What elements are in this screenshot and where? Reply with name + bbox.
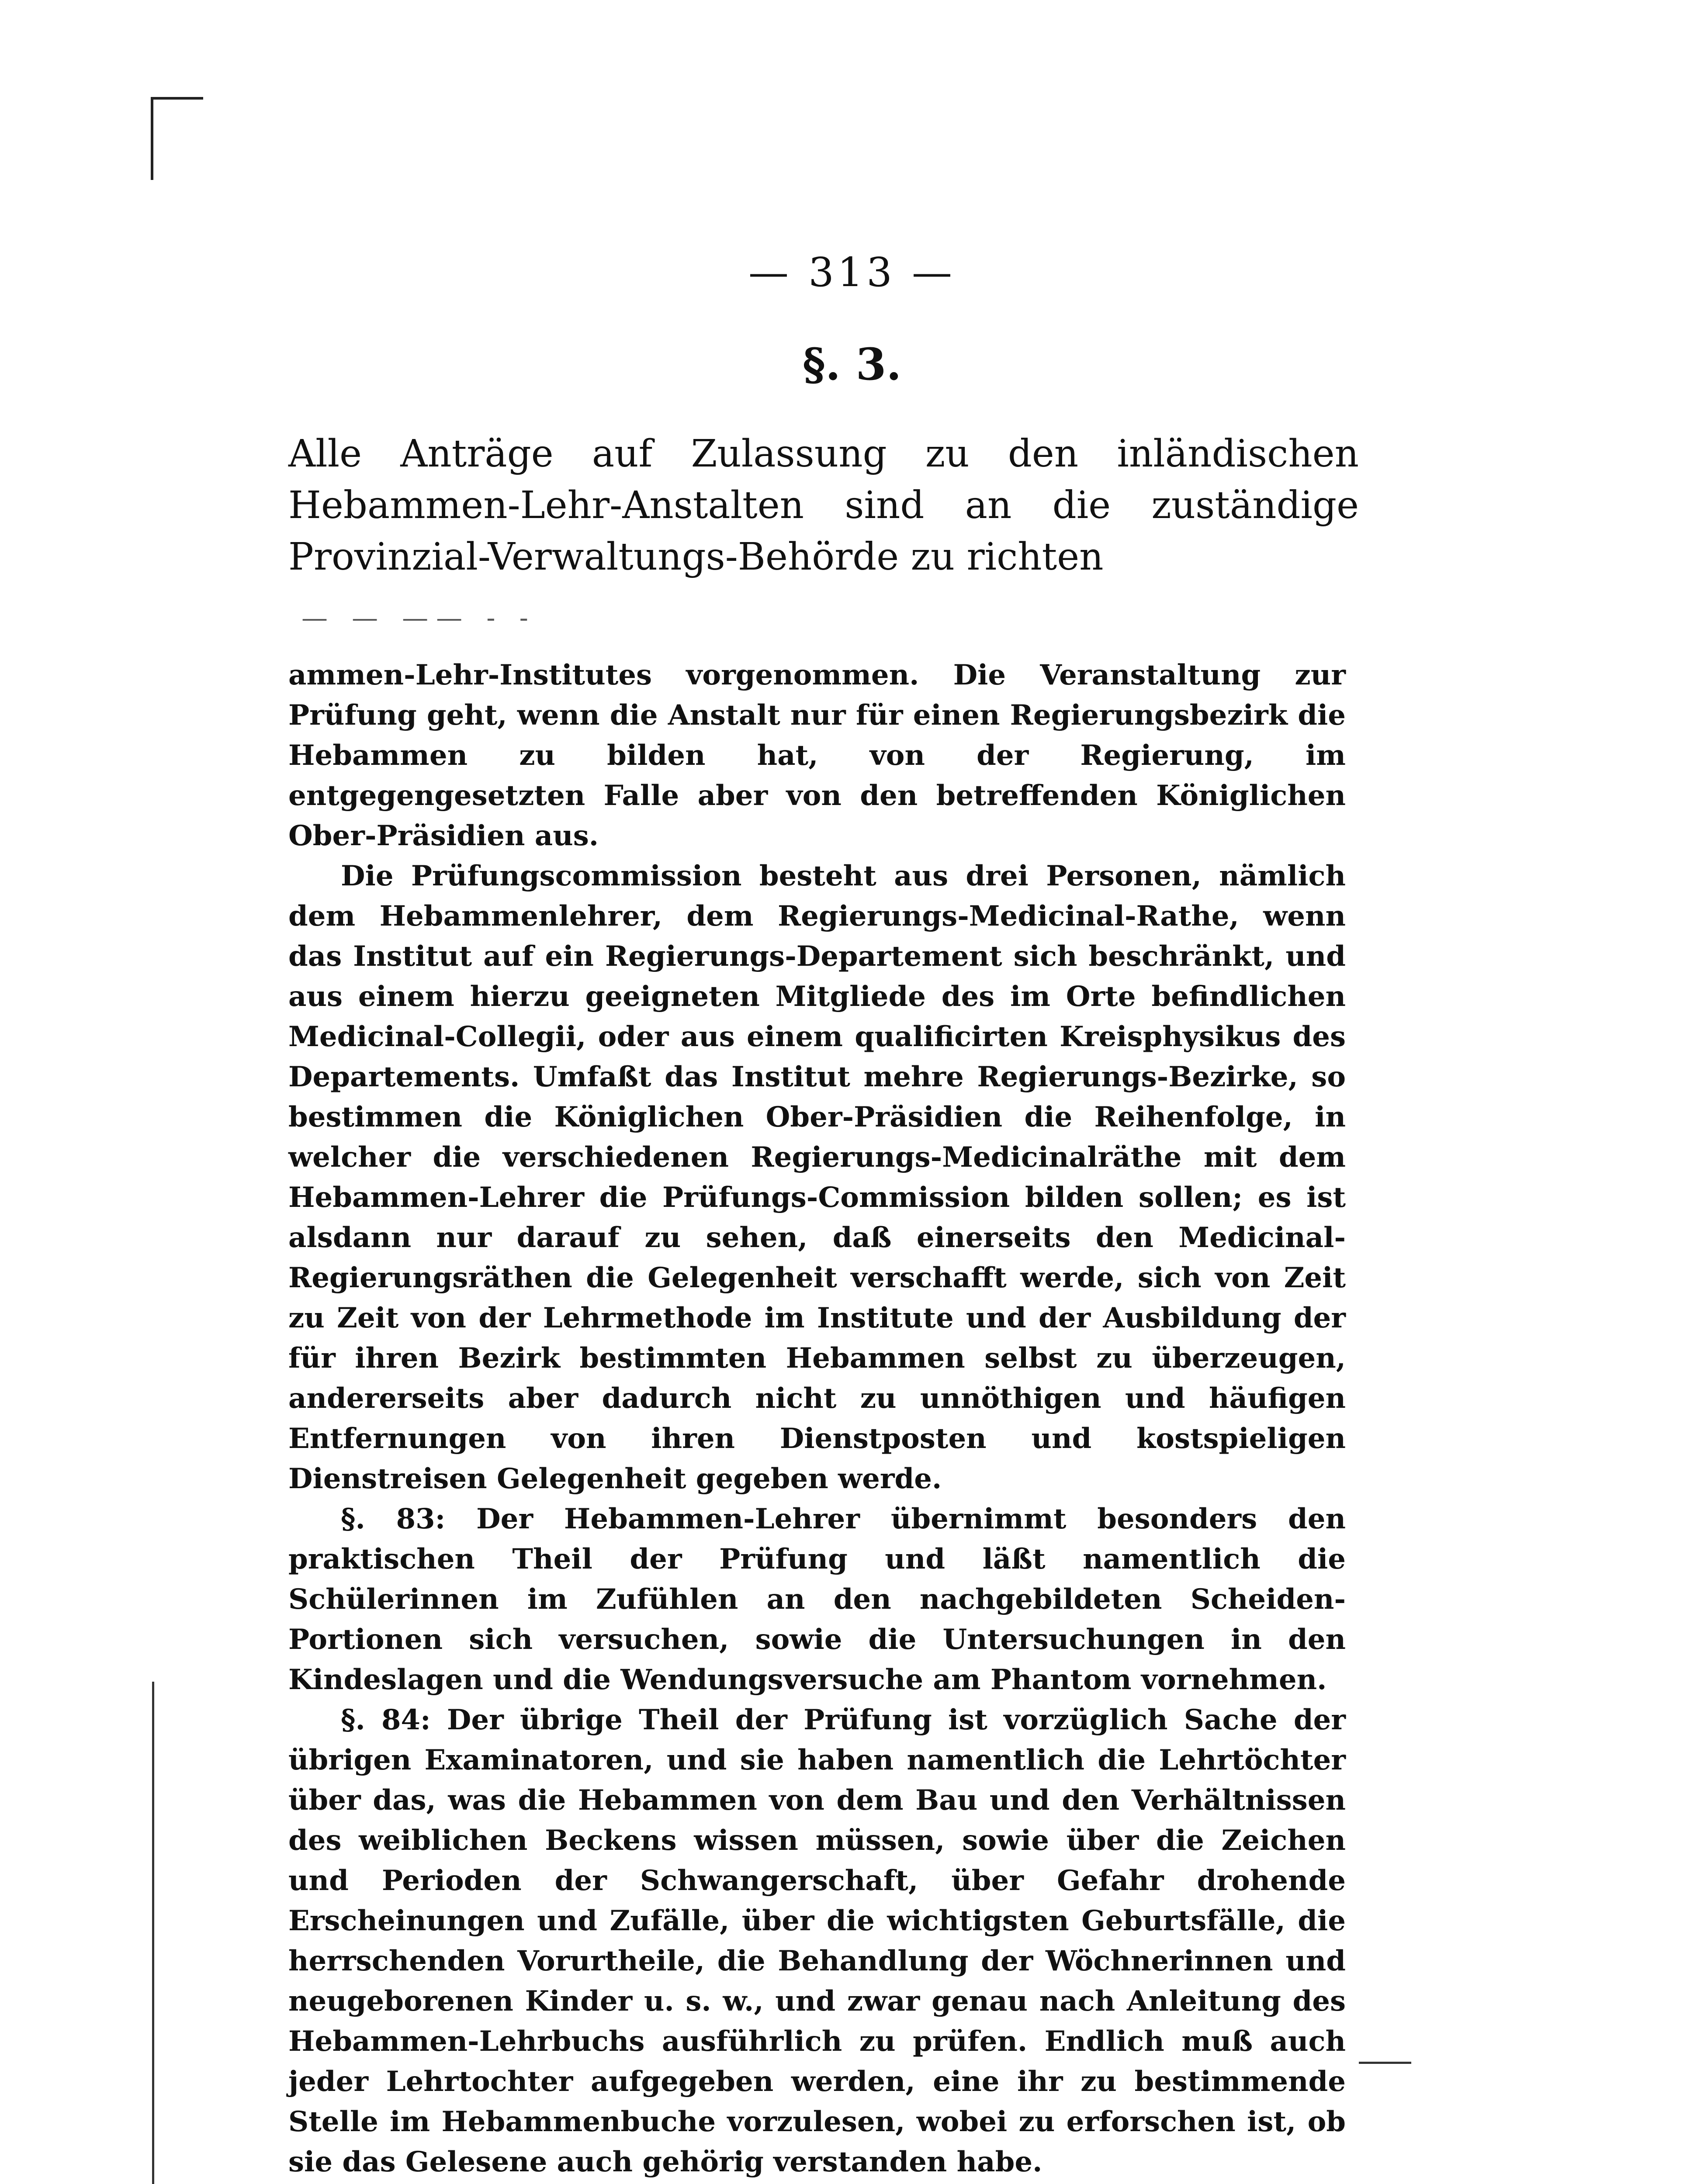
page-number: — 313 — xyxy=(748,249,956,296)
paragraph-83: §. 83: Der Hebammen-Lehrer übernimmt besonders den praktischen Theil der Prüfung und läßt namentlich die Schülerinnen im Zufühlen an den nachgebildeten Scheiden-Portionen sich versuchen, sowie die Untersuchungen in den Kindeslagen und die Wendungsversuche am Phantom vornehmen. xyxy=(288,1503,1346,1696)
crop-mark-vertical xyxy=(151,97,153,180)
divider-marks: — — —— - - xyxy=(301,603,536,633)
section-intro: Alle Anträge auf Zulassung zu den inländischen Hebammen-Lehr-Anstalten sind an die zuständige Provinzial-Verwaltungs-Behörde zu richten xyxy=(288,432,1359,579)
crop-mark-horizontal xyxy=(151,97,203,100)
section-heading: §. 3. xyxy=(802,339,902,390)
page-edge-line xyxy=(152,1682,154,2184)
paragraph-85 xyxy=(288,2182,1346,2184)
paragraph-commission: Die Prüfungscommission besteht aus drei Personen, nämlich dem Hebammenlehrer, dem Regierungs-Medicinal-Rathe, wenn das Institut auf ein Regierungs-Departement sich beschränkt, und aus einem hierzu geeigneten Mitgliede des im Orte befindlichen Medicinal-Collegii, oder aus einem qualificirten Kreisphysikus des Departements. Umfaßt das Institut mehre Regierungs-Bezirke, so bestimmen die Königlichen Ober-Präsidien die Reihenfolge, in welcher die verschiedenen Regierungs-Medicinalräthe mit dem Hebammen-Lehrer die Prüfungs-Commission bilden sollen; es ist alsdann nur darauf zu sehen, daß einerseits den Medicinal-Regierungsräthen die Gelegenheit verschafft werde, sich von Zeit zu Zeit von der Lehrmethode im Institute und der Ausbildung der für ihren Bezirk bestimmten Hebammen selbst zu überzeugen, andererseits aber dadurch nicht zu unnöthigen und häufigen Entfernungen von ihren Dienstposten und kostspieligen Dienstreisen Gelegenheit gegeben werde. xyxy=(288,860,1346,1495)
end-rule xyxy=(1359,2062,1411,2064)
body-text xyxy=(288,655,1346,2184)
paragraph-continuation: ammen-Lehr-Institutes vorgenommen. Die Veranstaltung zur Prüfung geht, wenn die Anstalt nur für einen Regierungsbezirk die Hebammen zu bilden hat, von der Regierung, im entgegengesetzten Falle aber von den betreffenden Königlichen Ober-Präsidien aus. xyxy=(288,659,1346,852)
paragraph-84: §. 84: Der übrige Theil der Prüfung ist vorzüglich Sache der übrigen Examinatoren, und sie haben namentlich die Lehrtöchter über das, was die Hebammen von dem Bau und den Verhältnissen des weiblichen Beckens wissen müssen, sowie über die Zeichen und Perioden der Schwangerschaft, über Gefahr drohende Erscheinungen und Zufälle, über die wichtigsten Geburtsfälle, die herrschenden Vorurtheile, die Behandlung der Wöchnerinnen und neugeborenen Kinder u. s. w., und zwar genau nach Anleitung des Hebammen-Lehrbuchs ausführlich zu prüfen. Endlich muß auch jeder Lehrtochter aufgegeben werden, eine ihr zu bestimmende Stelle im Hebammenbuche vorzulesen, wobei zu erforschen ist, ob sie das Gelesene auch gehörig verstanden habe. xyxy=(288,1704,1346,2178)
